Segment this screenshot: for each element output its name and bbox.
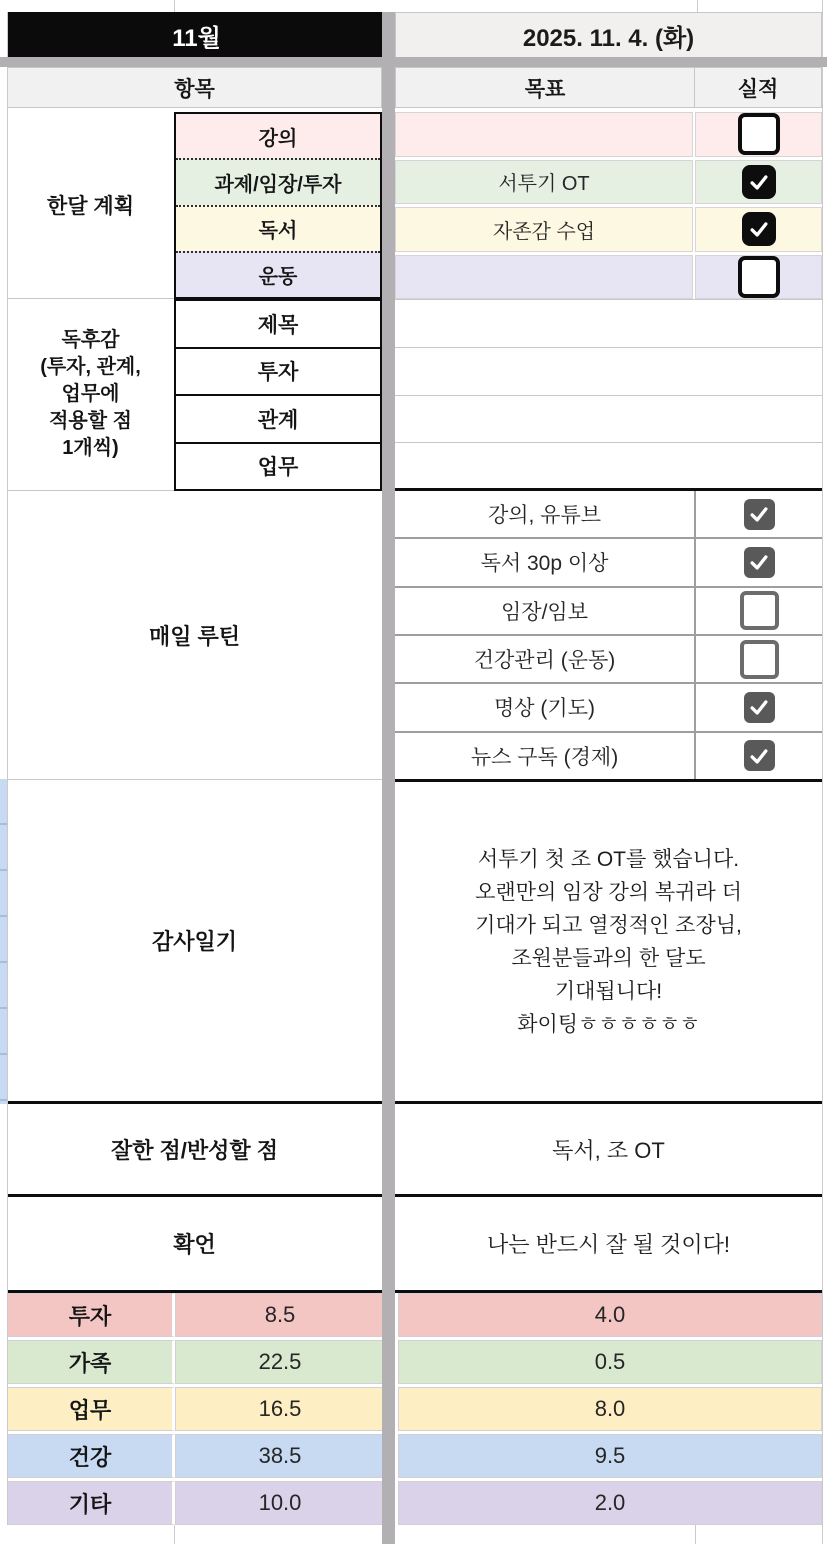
routine-checkbox[interactable] xyxy=(740,640,779,679)
gridline xyxy=(697,0,698,12)
summary-row xyxy=(7,1481,822,1525)
plan-goal-row xyxy=(395,255,822,300)
daily-routine-label: 매일 루틴 xyxy=(7,491,382,779)
summary-daily-value-cell[interactable]: 8.0 xyxy=(398,1387,822,1431)
routine-goal-cell[interactable]: 임장/임보 xyxy=(501,600,588,624)
book-report-category-cell: 제목 xyxy=(174,299,382,349)
column-header-goal: 목표 xyxy=(395,67,695,108)
checkmark-icon xyxy=(748,551,770,573)
routine-result-cell xyxy=(694,491,822,537)
summary-category-cell: 업무 xyxy=(7,1387,175,1431)
row-gutter xyxy=(0,57,827,67)
summary-monthly-value-cell[interactable]: 16.5 xyxy=(175,1387,385,1431)
plan-checkbox[interactable] xyxy=(742,165,776,199)
gratitude-text xyxy=(475,843,742,1041)
book-report-categories xyxy=(174,299,382,491)
monthly-plan-label: 한달 계획 xyxy=(7,112,174,299)
column-header-item: 항목 xyxy=(7,67,382,108)
summary-monthly-value-cell[interactable]: 38.5 xyxy=(175,1434,385,1478)
routine-row xyxy=(395,682,822,730)
routine-result-cell xyxy=(694,636,822,682)
reflection-row xyxy=(7,1104,822,1197)
routine-checkbox[interactable] xyxy=(744,692,775,723)
affirmation-value-cell[interactable]: 나는 반드시 잘 될 것이다! xyxy=(486,1232,731,1257)
plan-goal-cell[interactable]: 자존감 수업 xyxy=(395,207,693,252)
routine-checkbox[interactable] xyxy=(744,499,775,530)
summary-daily-value-cell[interactable]: 2.0 xyxy=(398,1481,822,1525)
plan-checkbox[interactable] xyxy=(738,256,780,298)
routine-goal-cell[interactable]: 강의, 유튜브 xyxy=(487,504,602,528)
gridline xyxy=(695,1525,696,1544)
date-label: 2025. 11. 4. (화) xyxy=(522,24,695,52)
routine-result-cell xyxy=(694,588,822,634)
plan-category-cell: 강의 xyxy=(176,114,380,158)
plan-goal-cell[interactable] xyxy=(395,112,693,157)
summary-category-cell: 건강 xyxy=(7,1434,175,1478)
summary-row xyxy=(7,1434,822,1478)
book-report-value-cell[interactable] xyxy=(395,443,822,491)
routine-checkbox[interactable] xyxy=(744,547,775,578)
summary-category-cell: 가족 xyxy=(7,1340,175,1384)
plan-goal-cell[interactable] xyxy=(395,255,693,300)
checkmark-icon xyxy=(748,171,770,193)
book-report-goal-cells xyxy=(395,299,822,491)
summary-row xyxy=(7,1387,822,1431)
routine-goal-cell[interactable]: 명상 (기도) xyxy=(494,697,595,721)
checkmark-icon xyxy=(748,218,770,240)
summary-category-cell: 기타 xyxy=(7,1481,175,1525)
column-gutter xyxy=(382,12,395,1544)
summary-daily-value-cell[interactable]: 4.0 xyxy=(398,1293,822,1337)
routine-goal-cell[interactable]: 독서 30p 이상 xyxy=(480,552,609,576)
book-report-label-line: 업무에 xyxy=(61,383,120,405)
month-label: 11월 xyxy=(172,24,221,52)
plan-category-cell: 과제/임장/투자 xyxy=(176,158,380,204)
gratitude-text-cell[interactable] xyxy=(395,779,822,1104)
plan-category-cell: 독서 xyxy=(176,205,380,251)
gridline xyxy=(822,0,823,1544)
routine-row xyxy=(395,586,822,634)
summary-category-cell: 투자 xyxy=(7,1293,175,1337)
book-report-category-cell: 업무 xyxy=(174,442,382,492)
plan-result-cell xyxy=(695,160,822,205)
gridline xyxy=(174,1525,175,1544)
routine-goal-cell[interactable]: 건강관리 (운동) xyxy=(473,649,616,673)
reflection-label: 잘한 점/반성할 점 xyxy=(110,1137,279,1163)
plan-result-cell xyxy=(695,255,822,300)
gratitude-text-line: 서투기 첫 조 OT를 했습니다. xyxy=(477,847,740,871)
routine-row xyxy=(395,634,822,682)
routine-checkbox[interactable] xyxy=(744,740,775,771)
gridline xyxy=(174,0,175,12)
gridline xyxy=(7,12,8,1525)
gratitude-text-line: 오랜만의 임장 강의 복귀라 더 xyxy=(475,880,742,904)
gratitude-label-cell xyxy=(7,779,382,1104)
routine-goal-cell[interactable]: 뉴스 구독 (경제) xyxy=(470,745,619,769)
gratitude-label: 감사일기 xyxy=(151,929,237,954)
routine-result-cell xyxy=(694,733,822,779)
routine-checkbox[interactable] xyxy=(740,591,779,630)
plan-checkbox[interactable] xyxy=(738,113,780,155)
routine-result-cell xyxy=(694,684,822,730)
book-report-label-line: 1개씩) xyxy=(62,437,119,459)
routine-result-cell xyxy=(694,539,822,585)
affirmation-row xyxy=(7,1197,822,1293)
plan-goal-row xyxy=(395,207,822,252)
routine-row xyxy=(395,731,822,779)
plan-result-cell xyxy=(695,207,822,252)
summary-monthly-value-cell[interactable]: 10.0 xyxy=(175,1481,385,1525)
book-report-category-cell: 관계 xyxy=(174,394,382,444)
column-header-result: 실적 xyxy=(694,67,822,108)
time-summary-table xyxy=(7,1293,822,1525)
plan-goal-row xyxy=(395,112,822,157)
plan-checkbox[interactable] xyxy=(742,212,776,246)
checkmark-icon xyxy=(748,745,770,767)
affirmation-label: 확언 xyxy=(173,1232,216,1257)
routine-row xyxy=(395,491,822,537)
summary-monthly-value-cell[interactable]: 22.5 xyxy=(175,1340,385,1384)
book-report-label-line: (투자, 관계, xyxy=(40,356,141,378)
book-report-value-cell[interactable] xyxy=(395,348,822,396)
book-report-value-cell[interactable] xyxy=(395,300,822,348)
gratitude-text-line: 기대됩니다! xyxy=(554,979,663,1003)
summary-row xyxy=(7,1293,822,1337)
checkmark-icon xyxy=(748,503,770,525)
gratitude-text-line: 기대가 되고 열정적인 조장님, xyxy=(475,913,742,937)
date-header-cell xyxy=(395,12,822,58)
partial-column-cells xyxy=(0,779,7,1104)
plan-result-cell xyxy=(695,112,822,157)
book-report-label xyxy=(7,299,174,491)
book-report-label-line: 적용할 점 xyxy=(49,410,132,432)
summary-monthly-value-cell[interactable]: 8.5 xyxy=(175,1293,385,1337)
plan-goal-cell[interactable]: 서투기 OT xyxy=(395,160,693,205)
checkmark-icon xyxy=(748,696,770,718)
monthly-plan-categories xyxy=(174,112,382,299)
summary-daily-value-cell[interactable]: 0.5 xyxy=(398,1340,822,1384)
book-report-category-cell: 투자 xyxy=(174,347,382,397)
gratitude-text-line: 화이팅ㅎㅎㅎㅎㅎㅎ xyxy=(517,1012,700,1036)
book-report-label-line: 독후감 xyxy=(61,329,120,351)
plan-category-cell: 운동 xyxy=(176,251,380,297)
book-report-value-cell[interactable] xyxy=(395,396,822,444)
reflection-value-cell[interactable]: 독서, 조 OT xyxy=(552,1137,665,1163)
routine-row xyxy=(395,537,822,585)
daily-routine-rows xyxy=(395,491,822,779)
section-border xyxy=(395,488,822,491)
monthly-plan-goals xyxy=(395,112,822,299)
gratitude-text-line: 조원분들과의 한 달도 xyxy=(511,946,706,970)
summary-daily-value-cell[interactable]: 9.5 xyxy=(398,1434,822,1478)
month-header-cell xyxy=(7,12,386,58)
plan-goal-row xyxy=(395,160,822,205)
summary-row xyxy=(7,1340,822,1384)
